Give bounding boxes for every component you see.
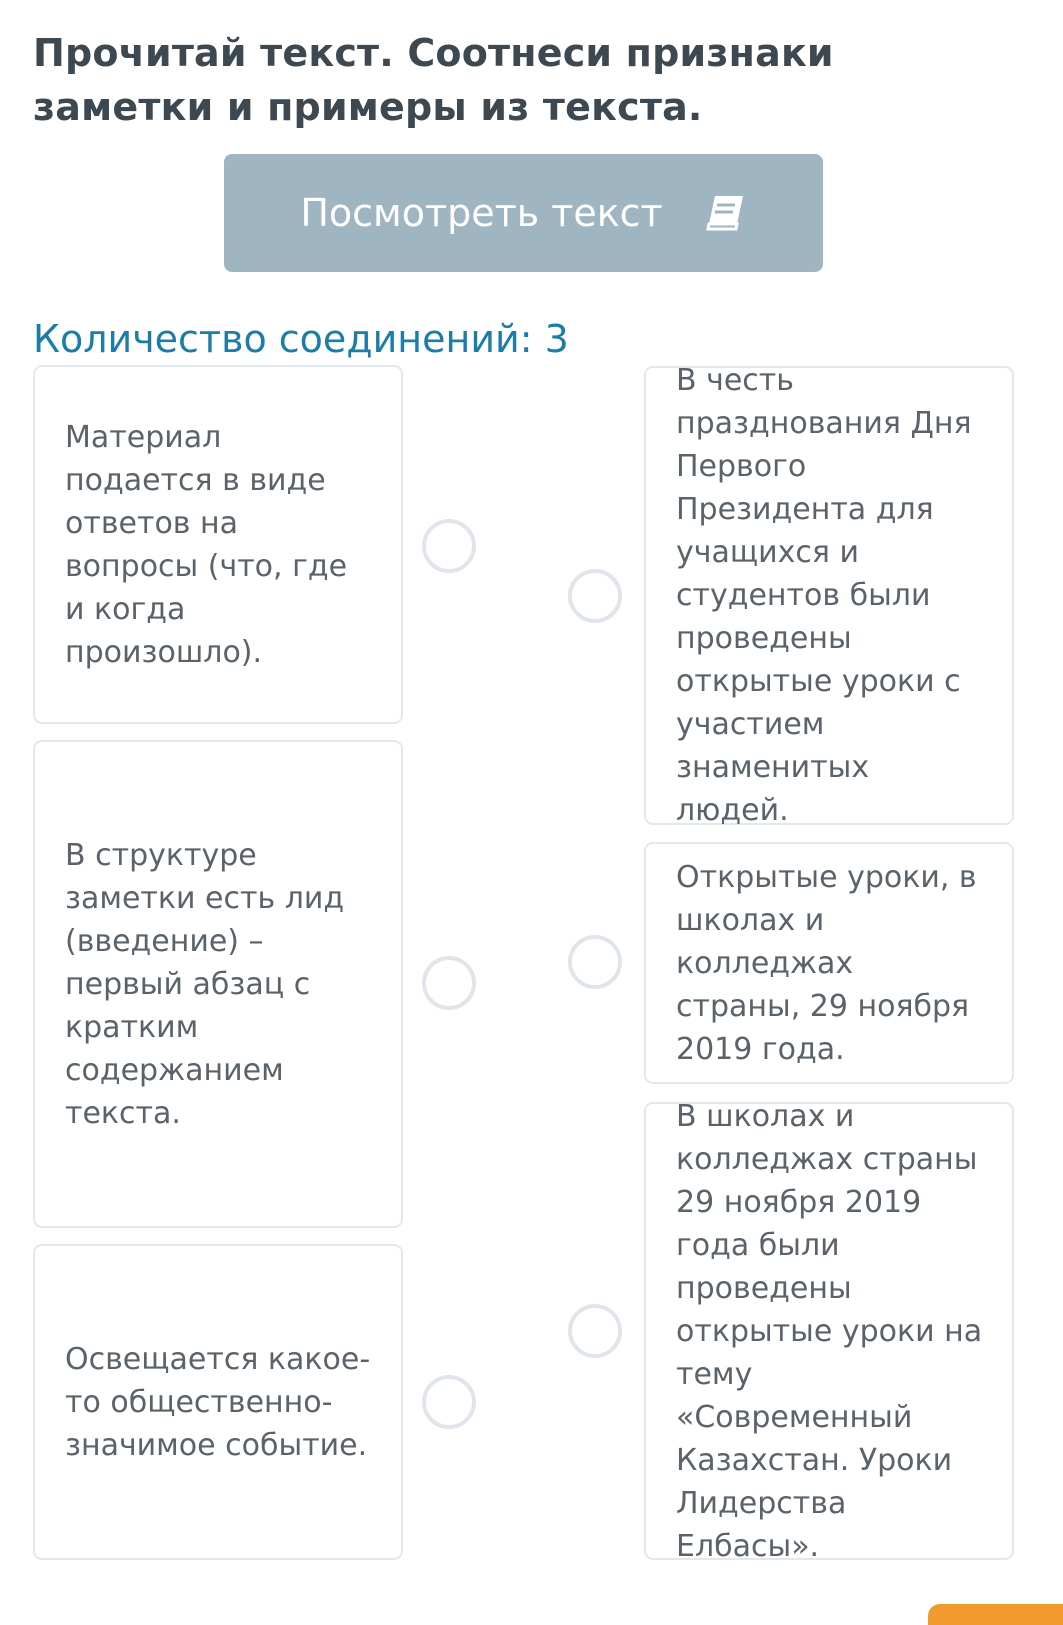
left-item-text: Материал подается в виде ответов на вопросы (что, где и когда произошло).	[65, 419, 348, 670]
left-item-card[interactable]	[33, 1244, 403, 1560]
task-title: Прочитай текст. Соотнеси признаки заметки и примеры из текста.	[33, 31, 834, 129]
right-item-text: Открытые уроки, в школах и колледжах страны, 29 ноября 2019 года.	[676, 859, 977, 1067]
right-connector-dot[interactable]	[568, 935, 622, 989]
left-item-text: В структуре заметки есть лид (введение) – первый абзац с кратким содержанием текста.	[65, 837, 345, 1131]
right-item-text: В школах и колледжах страны 29 ноября 2019 года были проведены открытые уроки на тему «Современный Казахстан. Уроки Лидерства Елбасы».	[676, 1098, 983, 1564]
left-connector-dot[interactable]	[422, 956, 476, 1010]
connections-count: Количество соединений: 3	[33, 317, 569, 361]
right-item-card[interactable]	[644, 363, 1014, 828]
right-connector-dot[interactable]	[568, 1304, 622, 1358]
view-text-label: Посмотреть текст	[300, 191, 663, 235]
right-connector-dot[interactable]	[568, 569, 622, 623]
left-item-card[interactable]	[33, 740, 403, 1228]
left-item-text: Освещается какое-то общественно-значимое событие.	[65, 1341, 371, 1463]
right-item-card[interactable]	[644, 842, 1014, 1084]
right-item-text: В честь празднования Дня Первого Президента для учащихся и студентов были проведены открытые уроки с участием знаменитых людей.	[676, 363, 972, 828]
view-text-button[interactable]	[224, 154, 823, 272]
book-icon	[703, 193, 747, 233]
right-item-card[interactable]	[644, 1098, 1014, 1564]
left-item-card[interactable]	[33, 365, 403, 724]
left-connector-dot[interactable]	[422, 1375, 476, 1429]
next-button[interactable]	[928, 1604, 1063, 1625]
left-connector-dot[interactable]	[422, 519, 476, 573]
